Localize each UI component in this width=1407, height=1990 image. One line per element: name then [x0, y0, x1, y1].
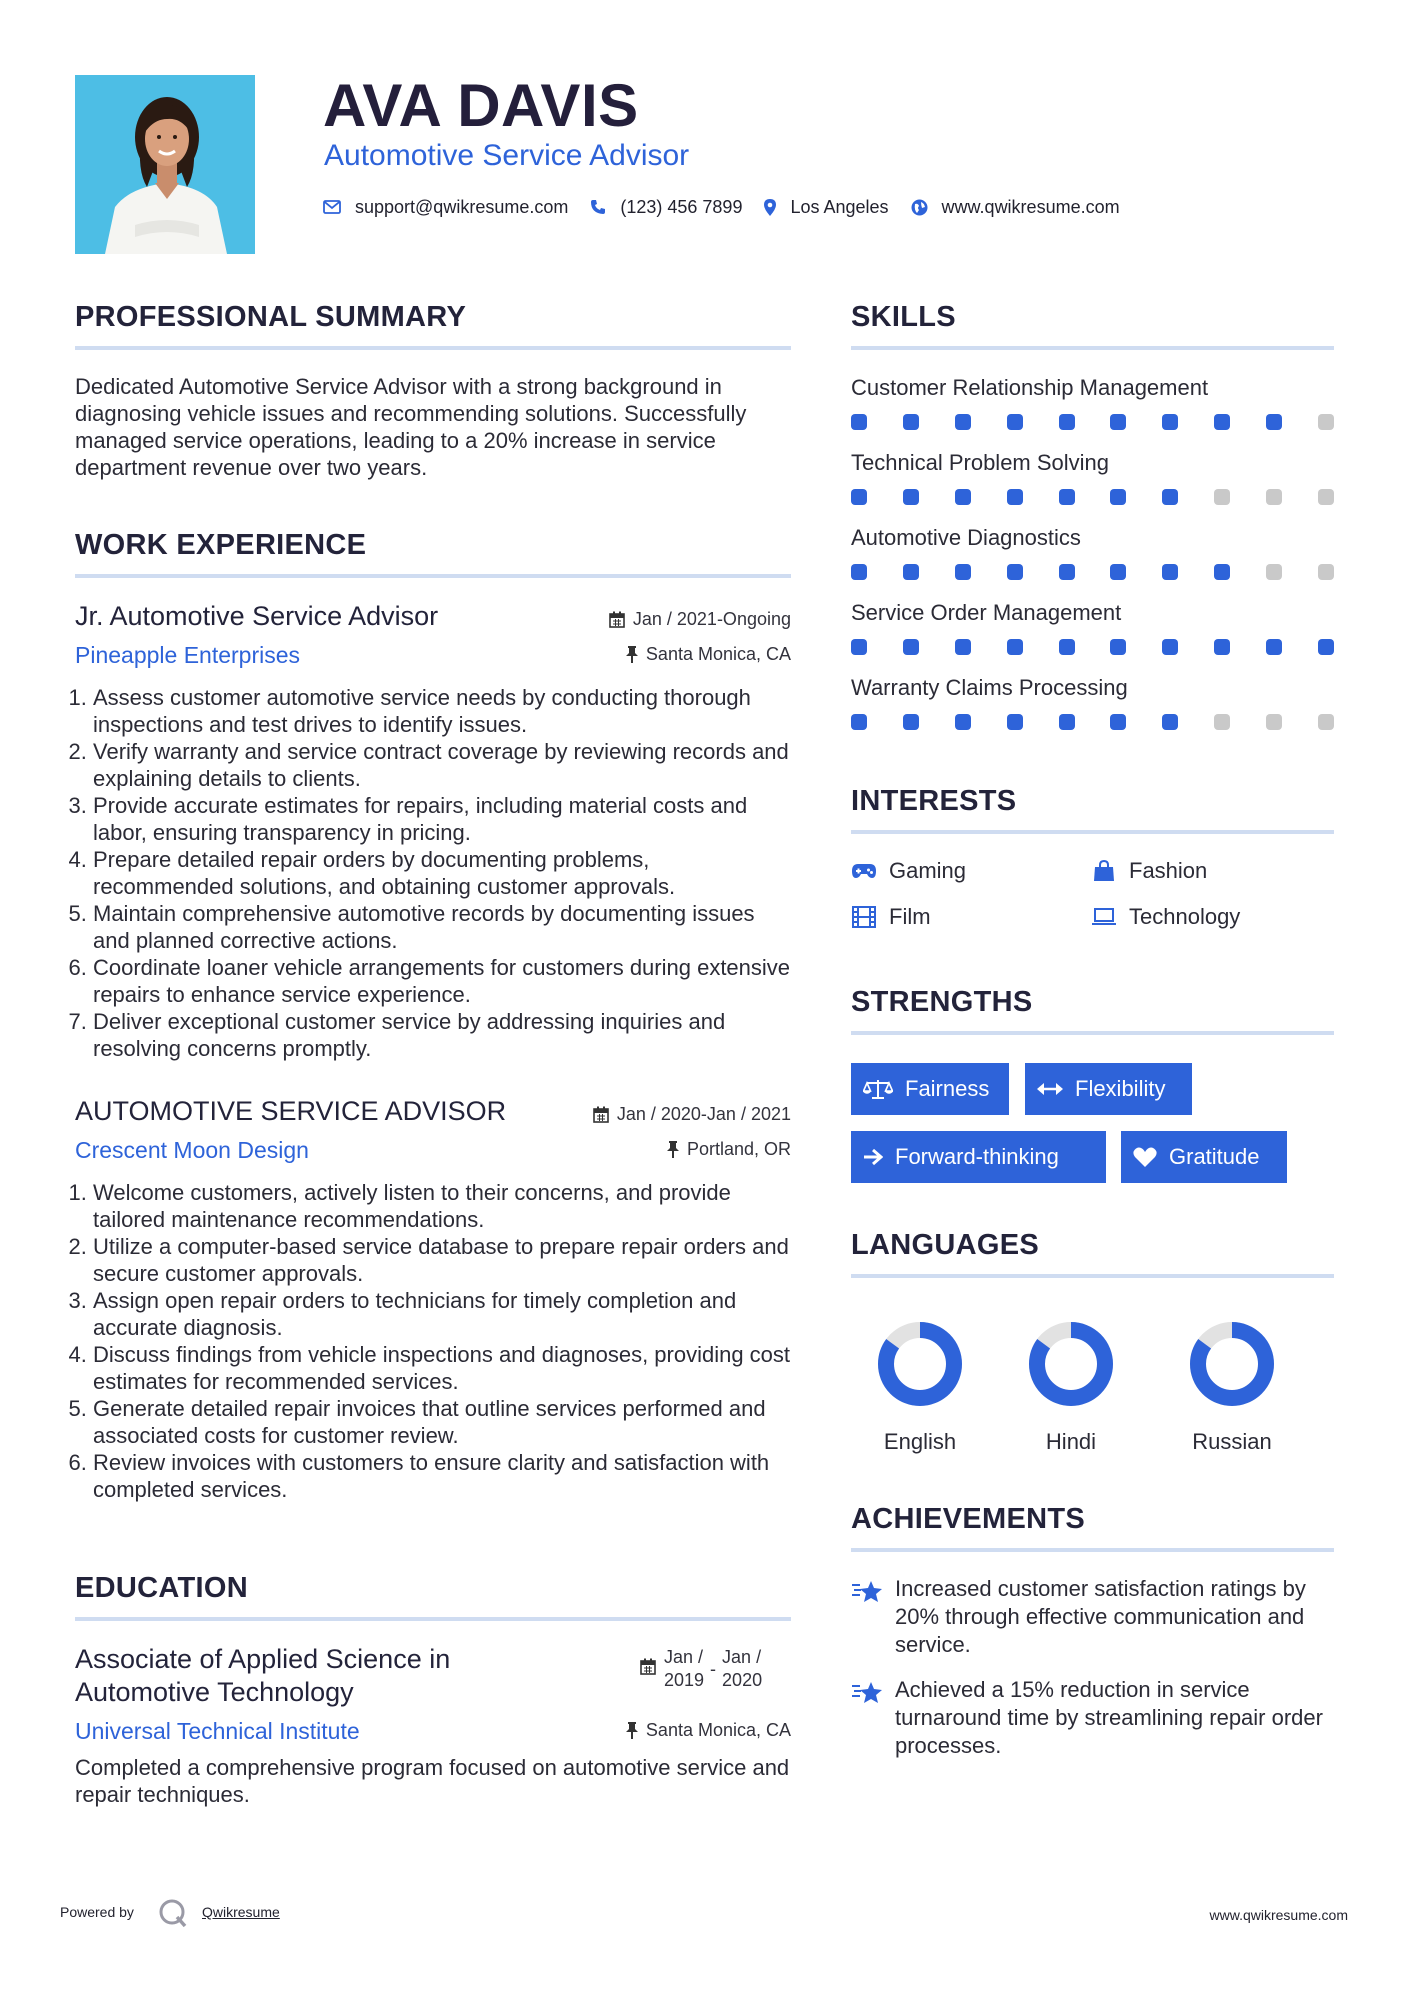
duty-item: 3. Provide accurate estimates for repairs, including material costs and labor, ensuring transparency in pricing. [93, 792, 795, 846]
skill-dot-filled [1007, 489, 1023, 505]
pushpin-icon [626, 1722, 638, 1739]
duty-item: 4. Discuss findings from vehicle inspections and diagnoses, providing cost estimates for recommended services. [93, 1341, 795, 1395]
profile-photo [75, 75, 255, 254]
contact-website[interactable]: www.qwikresume.com [941, 196, 1120, 217]
skill-dot-filled [1110, 714, 1126, 730]
achievement-item [851, 1676, 1334, 1760]
shopping-bag-icon [1091, 859, 1117, 883]
job-dates [593, 1104, 791, 1125]
experience-divider [75, 574, 791, 578]
phone-icon [590, 199, 606, 215]
strength-tag [851, 1131, 1106, 1183]
job-dates-text: Jan / 2021-Ongoing [632, 609, 791, 629]
shooting-star-icon [851, 1680, 883, 1704]
job-title: Jr. Automotive Service Advisor [75, 601, 439, 631]
job-duties [75, 1179, 795, 1503]
globe-icon [911, 199, 928, 216]
education-location-text: Santa Monica, CA [645, 1720, 791, 1740]
calendar-icon [609, 611, 625, 628]
education-end [722, 1646, 762, 1692]
skill-dot-filled [955, 489, 971, 505]
languages-heading: LANGUAGES [851, 1229, 1039, 1261]
skill-dot-filled [1214, 564, 1230, 580]
interest-label: Technology [1129, 904, 1241, 929]
achievements-divider [851, 1548, 1334, 1552]
education-divider [75, 1617, 791, 1621]
pushpin-icon [626, 646, 638, 663]
candidate-title: Automotive Service Advisor [324, 139, 690, 172]
candidate-name: AVA DAVIS [323, 72, 639, 139]
shooting-star-icon [851, 1579, 883, 1603]
strength-label: Forward-thinking [895, 1144, 1059, 1169]
skill-name: Service Order Management [851, 600, 1122, 625]
job-company: Crescent Moon Design [75, 1137, 309, 1163]
gamepad-icon [851, 859, 877, 883]
interests-heading: INTERESTS [851, 785, 1017, 817]
date-separator: - [710, 1659, 717, 1679]
arrows-horizontal-icon [1037, 1082, 1063, 1096]
summary-divider [75, 346, 791, 350]
skill-dot-filled [955, 414, 971, 430]
contact-phone[interactable]: (123) 456 7899 [620, 196, 743, 217]
strengths-heading: STRENGTHS [851, 986, 1033, 1018]
skill-rating [851, 414, 1334, 432]
duty-item: 6. Coordinate loaner vehicle arrangements for customers during extensive repairs to enhance service experience. [93, 954, 795, 1008]
education-heading: EDUCATION [75, 1572, 248, 1604]
skill-dot-empty [1266, 489, 1282, 505]
skill-dot-filled [1059, 414, 1075, 430]
job-title: AUTOMOTIVE SERVICE ADVISOR [75, 1096, 507, 1126]
school-name: Universal Technical Institute [75, 1718, 360, 1744]
interest-item [851, 903, 931, 931]
skill-dot-filled [851, 564, 867, 580]
skill-dot-filled [903, 564, 919, 580]
language-name: English [883, 1429, 957, 1454]
summary-heading: PROFESSIONAL SUMMARY [75, 301, 467, 333]
calendar-icon [640, 1658, 656, 1675]
education-start-year: 2019 [664, 1670, 705, 1690]
skill-dot-filled [851, 714, 867, 730]
education-location [626, 1720, 791, 1741]
education-start [664, 1646, 704, 1692]
interest-item [851, 857, 966, 885]
duty-item: 2. Verify warranty and service contract coverage by reviewing records and explaining details to clients. [93, 738, 795, 792]
strength-tag [851, 1063, 1009, 1115]
skill-dot-filled [1162, 489, 1178, 505]
skill-dot-empty [1318, 414, 1334, 430]
skill-dot-filled [1007, 639, 1023, 655]
strength-tag [1025, 1063, 1192, 1115]
education-description: Completed a comprehensive program focused on automotive service and repair techniques. [75, 1755, 790, 1807]
skill-dot-filled [1110, 639, 1126, 655]
pushpin-icon [667, 1141, 679, 1158]
skill-dot-empty [1266, 564, 1282, 580]
skill-dot-filled [851, 414, 867, 430]
skill-dot-empty [1214, 714, 1230, 730]
skill-dot-filled [1162, 639, 1178, 655]
skill-dot-filled [1059, 564, 1075, 580]
skill-dot-filled [1007, 714, 1023, 730]
language-name: Hindi [1045, 1429, 1097, 1454]
interests-divider [851, 830, 1334, 834]
language-item [1011, 1314, 1131, 1455]
skill-dot-filled [903, 639, 919, 655]
skill-dot-filled [1162, 414, 1178, 430]
education-end-year: 2020 [722, 1670, 763, 1690]
skill-dot-filled [903, 414, 919, 430]
job-dates [609, 609, 791, 630]
languages-divider [851, 1274, 1334, 1278]
film-icon [851, 905, 877, 929]
map-marker-icon [764, 199, 776, 216]
skill-name: Warranty Claims Processing [851, 675, 1128, 700]
duty-item: 1. Assess customer automotive service needs by conducting thorough inspections and test drives to identify issues. [93, 684, 795, 738]
duty-item: 5. Maintain comprehensive automotive records by documenting issues and planned corrective actions. [93, 900, 795, 954]
achievements-heading: ACHIEVEMENTS [851, 1503, 1086, 1535]
skill-dot-filled [1007, 564, 1023, 580]
skill-dot-filled [1007, 414, 1023, 430]
footer-url[interactable]: www.qwikresume.com [1209, 1907, 1348, 1923]
strength-label: Gratitude [1169, 1144, 1260, 1169]
language-proficiency-ring [1182, 1314, 1282, 1414]
arrow-right-icon [863, 1148, 883, 1166]
skill-name: Automotive Diagnostics [851, 525, 1081, 550]
degree-line-1: Associate of Applied Science in [75, 1644, 451, 1674]
interest-item [1091, 903, 1240, 931]
strength-label: Fairness [905, 1076, 990, 1101]
skill-dot-filled [1059, 714, 1075, 730]
language-name: Russian [1192, 1429, 1272, 1454]
skills-divider [851, 346, 1334, 350]
skill-dot-filled [1162, 714, 1178, 730]
interest-item [1091, 857, 1207, 885]
duty-item: 1. Welcome customers, actively listen to their concerns, and provide tailored maintenance recommendations. [93, 1179, 795, 1233]
skills-heading: SKILLS [851, 301, 956, 333]
job-duties [75, 684, 795, 1062]
balance-scale-icon [863, 1078, 893, 1100]
skill-dot-filled [1318, 639, 1334, 655]
interest-label: Fashion [1129, 858, 1208, 883]
envelope-icon [323, 200, 341, 214]
skill-dot-filled [1110, 414, 1126, 430]
skill-dot-filled [851, 639, 867, 655]
skill-rating [851, 489, 1334, 507]
summary-text: Dedicated Automotive Service Advisor with a strong background in diagnosing vehicle issues and recommending solutions. Successfully managed service operations, leading to a 20% increase in service department revenue over two years. [75, 374, 747, 480]
skill-dot-filled [1266, 414, 1282, 430]
skill-dot-empty [1318, 564, 1334, 580]
skill-rating [851, 639, 1334, 657]
degree-line-2: Automotive Technology [75, 1677, 354, 1707]
strengths-divider [851, 1031, 1334, 1035]
skill-dot-empty [1266, 714, 1282, 730]
language-proficiency-ring [1021, 1314, 1121, 1414]
interest-label: Film [889, 904, 931, 929]
skill-name: Customer Relationship Management [851, 375, 1209, 400]
skill-name: Technical Problem Solving [851, 450, 1110, 475]
contact-bar [323, 195, 1142, 219]
job-location [667, 1139, 791, 1160]
skill-dot-filled [903, 489, 919, 505]
duty-item: 2. Utilize a computer-based service database to prepare repair orders and secure customer approvals. [93, 1233, 795, 1287]
skill-dot-filled [955, 639, 971, 655]
language-item [1172, 1314, 1292, 1455]
job-company: Pineapple Enterprises [75, 642, 301, 668]
achievement-item [851, 1575, 1334, 1659]
experience-heading: WORK EXPERIENCE [75, 529, 367, 561]
duty-item: 5. Generate detailed repair invoices that outline services performed and associated costs for customer review. [93, 1395, 795, 1449]
language-proficiency-ring [870, 1314, 970, 1414]
skill-dot-filled [1214, 639, 1230, 655]
skill-dot-filled [1266, 639, 1282, 655]
calendar-icon [593, 1106, 609, 1123]
skill-rating [851, 564, 1334, 582]
skill-dot-filled [1059, 489, 1075, 505]
duty-item: 3. Assign open repair orders to technicians for timely completion and accurate diagnosis. [93, 1287, 795, 1341]
skill-dot-empty [1214, 489, 1230, 505]
skill-dot-empty [1318, 489, 1334, 505]
contact-location: Los Angeles [790, 196, 889, 217]
skill-dot-filled [955, 564, 971, 580]
skill-dot-empty [1318, 714, 1334, 730]
skill-dot-filled [1059, 639, 1075, 655]
job-location-text: Santa Monica, CA [645, 644, 791, 664]
skill-dot-filled [1162, 564, 1178, 580]
achievement-text: Increased customer satisfaction ratings by 20% through effective communication and service. [895, 1576, 1306, 1657]
duty-item: 4. Prepare detailed repair orders by documenting problems, recommended solutions, and obtaining customer approvals. [93, 846, 795, 900]
skill-dot-filled [955, 714, 971, 730]
job-location [626, 644, 791, 665]
skill-rating [851, 714, 1334, 732]
job-dates-text: Jan / 2020-Jan / 2021 [616, 1104, 791, 1124]
skill-dot-filled [1214, 414, 1230, 430]
laptop-icon [1091, 905, 1117, 929]
education-end-month: Jan / [722, 1647, 762, 1667]
skill-dot-filled [851, 489, 867, 505]
duty-item: 6. Review invoices with customers to ensure clarity and satisfaction with completed services. [93, 1449, 795, 1503]
language-item [860, 1314, 980, 1455]
strength-label: Flexibility [1075, 1076, 1166, 1101]
job-location-text: Portland, OR [686, 1139, 791, 1159]
skill-dot-filled [1110, 564, 1126, 580]
powered-by-text: Powered by [60, 1904, 134, 1920]
education-start-month: Jan / [664, 1647, 704, 1667]
skill-dot-filled [903, 714, 919, 730]
degree-title [75, 1643, 450, 1709]
heart-icon [1133, 1147, 1157, 1167]
education-dates [640, 1646, 762, 1692]
qwikresume-logo-icon [158, 1898, 188, 1933]
skill-dot-filled [1110, 489, 1126, 505]
contact-email[interactable]: support@qwikresume.com [355, 196, 569, 217]
strength-tag [1121, 1131, 1287, 1183]
interest-label: Gaming [889, 858, 967, 883]
duty-item: 7. Deliver exceptional customer service by addressing inquiries and resolving concerns promptly. [93, 1008, 795, 1062]
footer-brand-link[interactable]: Qwikresume [202, 1904, 280, 1920]
achievement-text: Achieved a 15% reduction in service turnaround time by streamlining repair order processes. [895, 1677, 1323, 1758]
